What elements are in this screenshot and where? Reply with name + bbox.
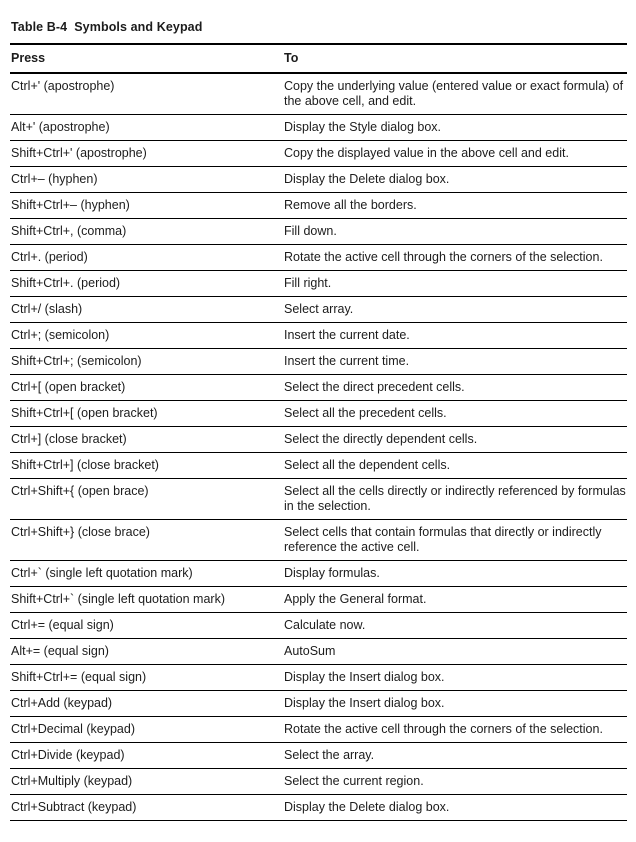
table-row: [10, 297, 627, 323]
shortcut-keys: Shift+Ctrl+] (close bracket): [10, 453, 283, 479]
table-number-label: Table B-4: [11, 20, 68, 34]
table-row: [10, 115, 627, 141]
shortcut-keys: Ctrl+; (semicolon): [10, 323, 283, 349]
table-row: [10, 245, 627, 271]
table-row: [10, 323, 627, 349]
shortcut-keys: Ctrl+Add (keypad): [10, 691, 283, 717]
table-row: [10, 639, 627, 665]
shortcut-description: Select cells that contain formulas that directly or indirectly reference the active cell.: [283, 520, 627, 561]
shortcut-keys: Ctrl+Shift+} (close brace): [10, 520, 283, 561]
shortcut-keys: Ctrl+. (period): [10, 245, 283, 271]
shortcut-keys: Ctrl+` (single left quotation mark): [10, 561, 283, 587]
shortcut-description: Copy the displayed value in the above cell and edit.: [283, 141, 627, 167]
shortcut-keys: Alt+' (apostrophe): [10, 115, 283, 141]
column-header-press: Press: [10, 44, 283, 73]
shortcut-keys: Ctrl+Divide (keypad): [10, 743, 283, 769]
shortcut-keys: Ctrl+Decimal (keypad): [10, 717, 283, 743]
shortcut-description: AutoSum: [283, 639, 627, 665]
shortcut-description: Select all the dependent cells.: [283, 453, 627, 479]
table-title-text: Symbols and Keypad: [74, 20, 203, 34]
shortcut-keys: Shift+Ctrl+[ (open bracket): [10, 401, 283, 427]
shortcut-keys: Ctrl+[ (open bracket): [10, 375, 283, 401]
shortcut-keys: Ctrl+' (apostrophe): [10, 73, 283, 115]
header-row: [10, 44, 627, 73]
shortcut-description: Display the Delete dialog box.: [283, 795, 627, 821]
shortcut-description: Select the current region.: [283, 769, 627, 795]
shortcut-keys: Ctrl+/ (slash): [10, 297, 283, 323]
shortcut-keys: Shift+Ctrl+= (equal sign): [10, 665, 283, 691]
shortcut-keys: Shift+Ctrl+` (single left quotation mark): [10, 587, 283, 613]
shortcut-description: Apply the General format.: [283, 587, 627, 613]
table-row: [10, 167, 627, 193]
table-row: [10, 795, 627, 821]
shortcut-keys: Shift+Ctrl+, (comma): [10, 219, 283, 245]
shortcut-description: Insert the current date.: [283, 323, 627, 349]
shortcut-description: Display the Style dialog box.: [283, 115, 627, 141]
table-row: [10, 73, 627, 115]
shortcut-description: Copy the underlying value (entered value or exact formula) of the above cell, and edit.: [283, 73, 627, 115]
table-row: [10, 587, 627, 613]
table-row: [10, 375, 627, 401]
shortcut-description: Display the Delete dialog box.: [283, 167, 627, 193]
table-row: [10, 141, 627, 167]
shortcut-description: Select the array.: [283, 743, 627, 769]
shortcut-description: Display the Insert dialog box.: [283, 665, 627, 691]
shortcut-description: Fill down.: [283, 219, 627, 245]
shortcut-keys: Ctrl+Subtract (keypad): [10, 795, 283, 821]
shortcut-keys: Ctrl+– (hyphen): [10, 167, 283, 193]
table-row: [10, 219, 627, 245]
shortcut-keys: Ctrl+= (equal sign): [10, 613, 283, 639]
table-title: [11, 20, 627, 34]
shortcut-description: Display formulas.: [283, 561, 627, 587]
shortcut-keys: Shift+Ctrl+. (period): [10, 271, 283, 297]
table-row: [10, 691, 627, 717]
table-row: [10, 769, 627, 795]
table-row: [10, 520, 627, 561]
table-row: [10, 613, 627, 639]
table-row: [10, 349, 627, 375]
shortcut-description: Rotate the active cell through the corners of the selection.: [283, 245, 627, 271]
table-row: [10, 561, 627, 587]
shortcut-keys: Ctrl+Shift+{ (open brace): [10, 479, 283, 520]
table-row: [10, 271, 627, 297]
table-body: [10, 73, 627, 821]
shortcut-description: Select all the cells directly or indirectly referenced by formulas in the selection.: [283, 479, 627, 520]
shortcuts-table: [10, 43, 627, 821]
shortcut-description: Remove all the borders.: [283, 193, 627, 219]
shortcut-description: Select the directly dependent cells.: [283, 427, 627, 453]
shortcut-description: Fill right.: [283, 271, 627, 297]
shortcut-keys: Ctrl+Multiply (keypad): [10, 769, 283, 795]
shortcut-description: Display the Insert dialog box.: [283, 691, 627, 717]
table-row: [10, 717, 627, 743]
table-row: [10, 479, 627, 520]
table-header: [10, 44, 627, 73]
shortcut-description: Calculate now.: [283, 613, 627, 639]
table-row: [10, 401, 627, 427]
table-row: [10, 743, 627, 769]
shortcut-description: Insert the current time.: [283, 349, 627, 375]
table-row: [10, 665, 627, 691]
table-row: [10, 453, 627, 479]
shortcut-keys: Shift+Ctrl+' (apostrophe): [10, 141, 283, 167]
shortcut-keys: Shift+Ctrl+– (hyphen): [10, 193, 283, 219]
shortcut-keys: Alt+= (equal sign): [10, 639, 283, 665]
shortcut-description: Select the direct precedent cells.: [283, 375, 627, 401]
column-header-to: To: [283, 44, 627, 73]
shortcut-description: Select all the precedent cells.: [283, 401, 627, 427]
shortcut-keys: Ctrl+] (close bracket): [10, 427, 283, 453]
table-row: [10, 427, 627, 453]
shortcut-description: Select array.: [283, 297, 627, 323]
shortcut-description: Rotate the active cell through the corners of the selection.: [283, 717, 627, 743]
shortcut-keys: Shift+Ctrl+; (semicolon): [10, 349, 283, 375]
table-row: [10, 193, 627, 219]
